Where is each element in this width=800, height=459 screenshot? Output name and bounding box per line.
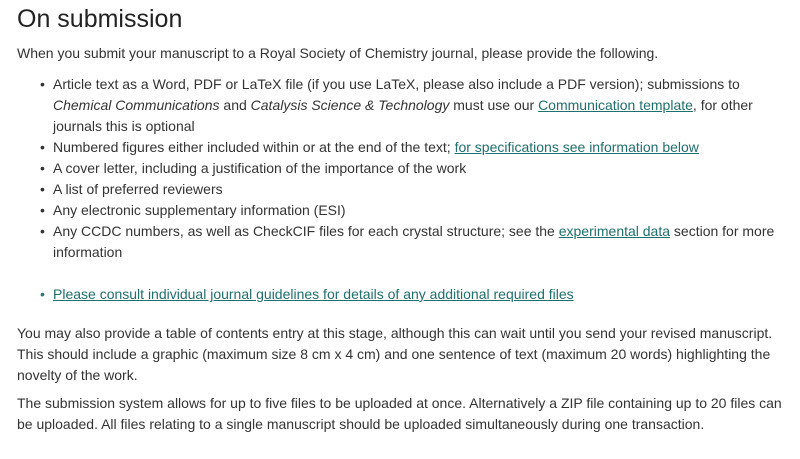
section-heading: On submission	[17, 5, 183, 33]
list-item-reviewers	[40, 179, 788, 200]
communication-template-link[interactable]: Communication template	[538, 97, 693, 113]
list-item-esi	[40, 200, 788, 221]
item-text: A cover letter, including a justification of the importance of the work	[53, 160, 467, 176]
journal-guidelines-link[interactable]: Please consult individual journal guidelines for details of any additional required files	[53, 286, 574, 302]
bullet-icon: •	[40, 286, 45, 302]
bullet-icon: •	[40, 202, 45, 218]
item-text: Any electronic supplementary information (ESI)	[53, 202, 346, 218]
bullet-icon: •	[40, 181, 45, 197]
item-text: A list of preferred reviewers	[53, 181, 223, 197]
list-item-article-text	[40, 74, 788, 137]
item-text: , for other journals this is optional	[53, 97, 753, 134]
upload-paragraph: The submission system allows for up to five files to be uploaded at once. Alternatively a ZIP file containing up to 20 files can be uploaded. All files relating to a single manuscript should be uploaded simultaneously during one transaction.	[17, 395, 782, 432]
journal-name: Catalysis Science & Technology	[250, 97, 450, 113]
list-item-journal-guidelines	[40, 284, 788, 305]
experimental-data-link[interactable]: experimental data	[558, 223, 671, 239]
item-text: Numbered figures either included within or at the end of the text;	[53, 139, 455, 155]
bullet-icon: •	[40, 160, 45, 176]
list-item-cover-letter	[40, 158, 788, 179]
bullet-icon: •	[40, 223, 45, 239]
list-item-ccdc	[40, 221, 788, 263]
journal-name: Chemical Communications	[53, 97, 220, 113]
item-text: Any CCDC numbers, as well as CheckCIF files for each crystal structure; see the	[53, 223, 559, 239]
item-text: Article text as a Word, PDF or LaTeX file (if you use LaTeX, please also include a PDF version); submissions to	[53, 76, 740, 92]
bullet-icon: •	[40, 139, 45, 155]
bullet-icon: •	[40, 76, 45, 92]
item-text: and	[219, 97, 251, 113]
toc-paragraph: You may also provide a table of contents entry at this stage, although this can wait until you send your revised manuscript. This should include a graphic (maximum size 8 cm x 4 cm) and one sentence of text (maximum 20 words) highlighting the novelty of the work.	[17, 325, 773, 383]
item-text: section for more information	[53, 223, 775, 260]
figure-specifications-link[interactable]: for specifications see information below	[454, 139, 699, 155]
intro-text: When you submit your manuscript to a Royal Society of Chemistry journal, please provide the following.	[17, 45, 659, 61]
list-item-figures	[40, 137, 788, 158]
requirements-list	[17, 74, 788, 305]
item-text: must use our	[449, 97, 539, 113]
